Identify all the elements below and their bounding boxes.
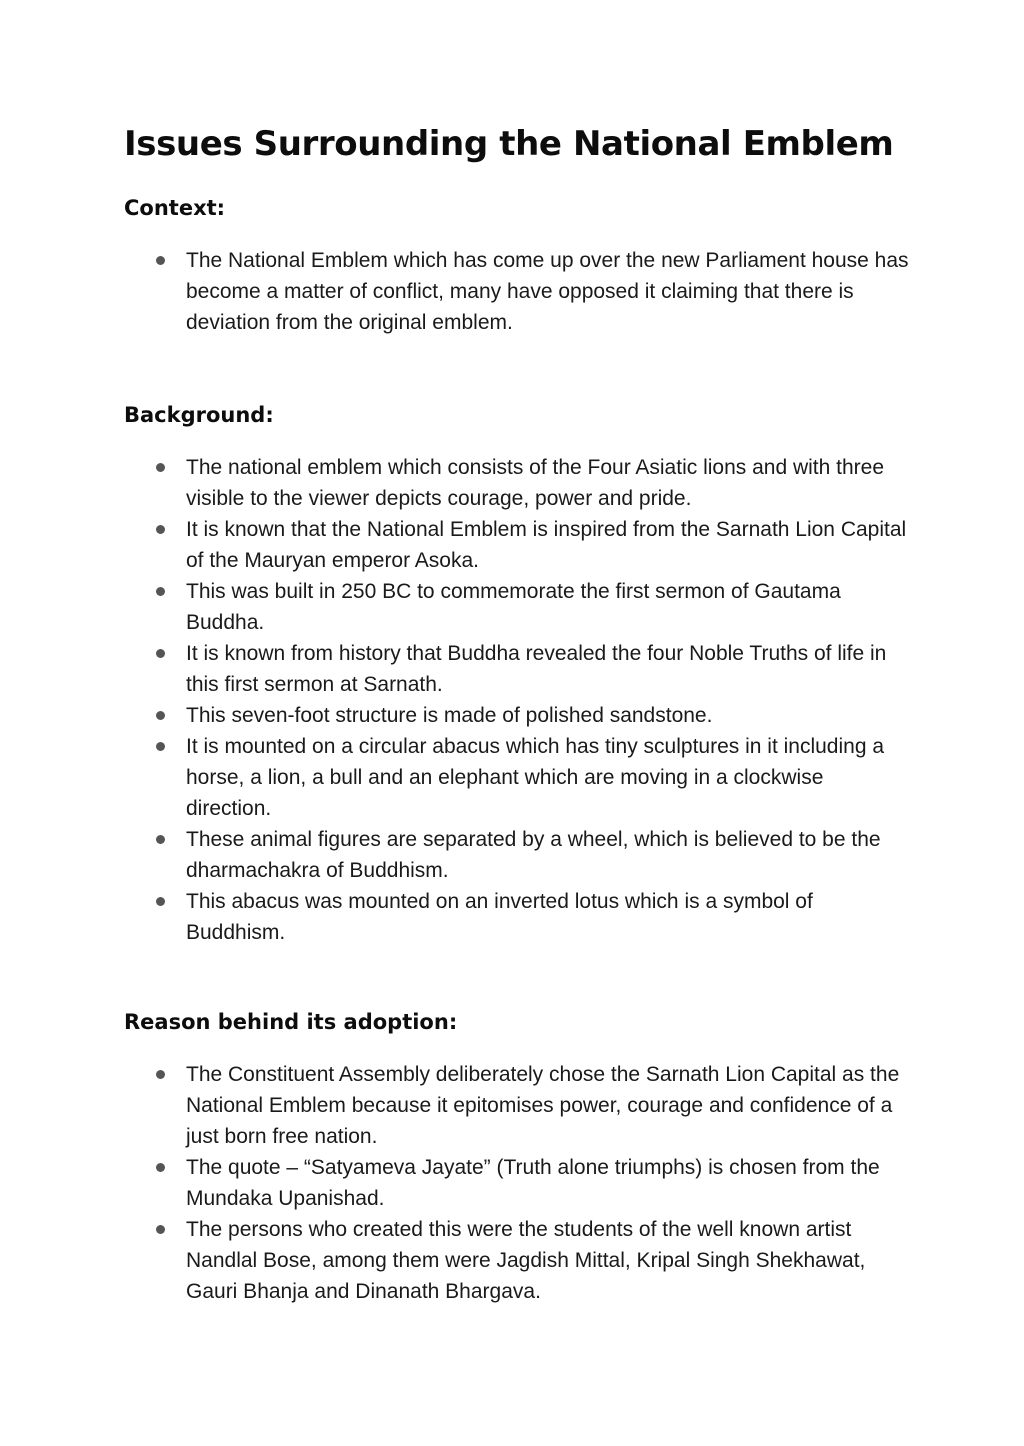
list-item-text: This abacus was mounted on an inverted lotus which is a symbol of Buddhism. [186,890,813,944]
bullet-icon [156,742,165,751]
list-item-text: This seven-foot structure is made of polished sandstone. [186,704,713,727]
list-item [124,1059,914,1152]
section-heading-context: Context: [124,196,226,220]
list-item-text: It is mounted on a circular abacus which has tiny sculptures in it including a horse, a lion, a bull and an elephant which are moving in a clockwise direction. [186,735,885,820]
list-item-text: The Constituent Assembly deliberately chose the Sarnath Lion Capital as the National Emblem because it epitomises power, courage and confidence of a just born free nation. [186,1063,900,1148]
section-heading-background: Background: [124,403,274,427]
section-heading-reason: Reason behind its adoption: [124,1010,458,1034]
list-item [124,452,914,514]
background-list [124,452,914,948]
bullet-icon [156,587,165,596]
list-item-text: The national emblem which consists of the Four Asiatic lions and with three visible to the viewer depicts courage, power and pride. [186,456,885,510]
list-item-text: It is known from history that Buddha revealed the four Noble Truths of life in this first sermon at Sarnath. [186,642,887,696]
bullet-icon [156,835,165,844]
bullet-icon [156,463,165,472]
list-item-text: The National Emblem which has come up over the new Parliament house has become a matter of conflict, many have opposed it claiming that there is deviation from the original emblem. [186,249,909,334]
list-item [124,514,914,576]
bullet-icon [156,649,165,658]
list-item-text: It is known that the National Emblem is inspired from the Sarnath Lion Capital of the Mauryan emperor Asoka. [186,518,907,572]
document-title: Issues Surrounding the National Emblem [124,124,894,164]
list-item-text: This was built in 250 BC to commemorate the first sermon of Gautama Buddha. [186,580,841,634]
bullet-icon [156,711,165,720]
list-item [124,245,914,338]
bullet-icon [156,1163,165,1172]
list-item [124,700,914,731]
list-item-text: These animal figures are separated by a wheel, which is believed to be the dharmachakra of Buddhism. [186,828,881,882]
bullet-icon [156,1225,165,1234]
reason-list [124,1059,914,1307]
list-item [124,1214,914,1307]
context-list [124,245,914,338]
list-item-text: The quote – “Satyameva Jayate” (Truth alone triumphs) is chosen from the Mundaka Upanishad. [186,1156,880,1210]
list-item [124,886,914,948]
list-item-text: The persons who created this were the students of the well known artist Nandlal Bose, among them were Jagdish Mittal, Kripal Singh Shekhawat, Gauri Bhanja and Dinanath Bhargava. [186,1218,866,1303]
list-item [124,576,914,638]
bullet-icon [156,256,165,265]
list-item [124,638,914,700]
bullet-icon [156,897,165,906]
list-item [124,731,914,824]
list-item [124,1152,914,1214]
bullet-icon [156,525,165,534]
list-item [124,824,914,886]
bullet-icon [156,1070,165,1079]
